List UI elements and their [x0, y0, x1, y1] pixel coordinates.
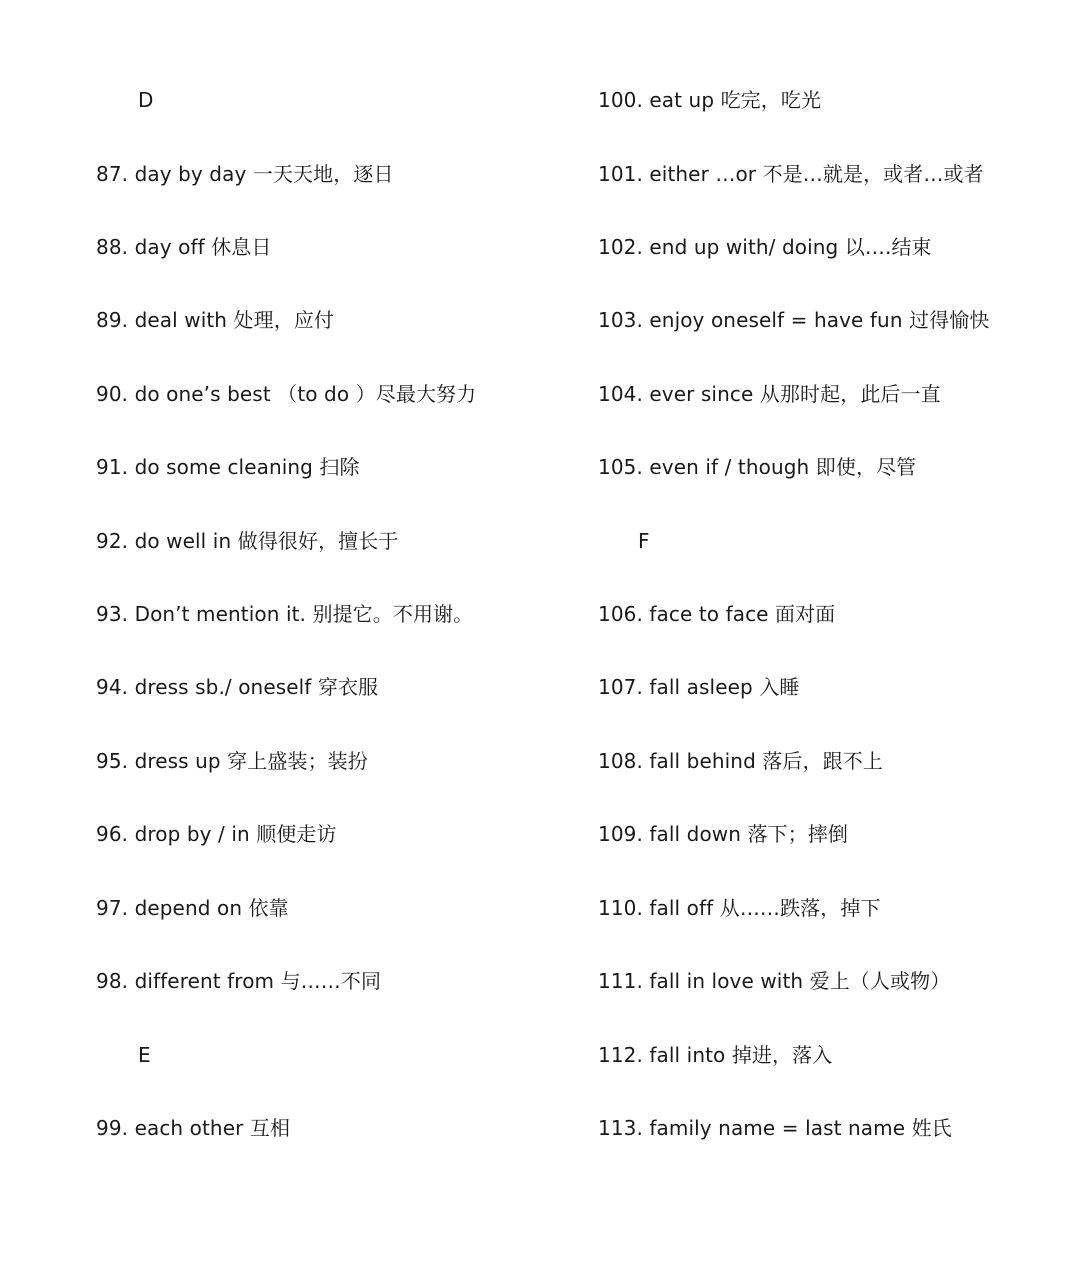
- phrase-entry: 90. do one’s best （to do ）尽最大努力: [96, 382, 477, 406]
- phrase-entry: 87. day by day 一天天地，逐日: [96, 162, 394, 186]
- phrase-entry: 109. fall down 落下；摔倒: [598, 822, 848, 846]
- phrase-entry: 94. dress sb./ oneself 穿衣服: [96, 675, 379, 699]
- phrase-entry: 91. do some cleaning 扫除: [96, 455, 360, 479]
- phrase-entry: 110. fall off 从……跌落，掉下: [598, 896, 881, 920]
- phrase-entry: 113. family name = last name 姓氏: [598, 1116, 952, 1140]
- phrase-entry: 92. do well in 做得很好，擅长于: [96, 529, 399, 553]
- phrase-entry: 104. ever since 从那时起，此后一直: [598, 382, 941, 406]
- phrase-entry: 95. dress up 穿上盛装；装扮: [96, 749, 368, 773]
- phrase-entry: 105. even if / though 即使，尽管: [598, 455, 917, 479]
- phrase-entry: 96. drop by / in 顺便走访: [96, 822, 337, 846]
- phrase-entry: 88. day off 休息日: [96, 235, 272, 259]
- section-heading-d: D: [138, 88, 154, 112]
- phrase-entry: 97. depend on 依靠: [96, 896, 289, 920]
- phrase-entry: 89. deal with 处理，应付: [96, 308, 335, 332]
- section-heading-f: F: [638, 529, 650, 553]
- phrase-entry: 111. fall in love with 爱上（人或物）: [598, 969, 951, 993]
- phrase-entry: 103. enjoy oneself = have fun 过得愉快: [598, 308, 990, 332]
- phrase-entry: 106. face to face 面对面: [598, 602, 836, 626]
- phrase-entry: 98. different from 与……不同: [96, 969, 382, 993]
- phrase-entry: 101. either …or 不是…就是，或者…或者: [598, 162, 984, 186]
- section-heading-e: E: [138, 1043, 151, 1067]
- phrase-entry: 108. fall behind 落后，跟不上: [598, 749, 883, 773]
- phrase-entry: 107. fall asleep 入睡: [598, 675, 800, 699]
- phrase-entry: 102. end up with/ doing 以….结束: [598, 235, 932, 259]
- phrase-entry: 93. Don’t mention it. 别提它。不用谢。: [96, 602, 474, 626]
- phrase-entry: 99. each other 互相: [96, 1116, 291, 1140]
- phrase-entry: 112. fall into 掉进，落入: [598, 1043, 833, 1067]
- phrase-entry: 100. eat up 吃完，吃光: [598, 88, 822, 112]
